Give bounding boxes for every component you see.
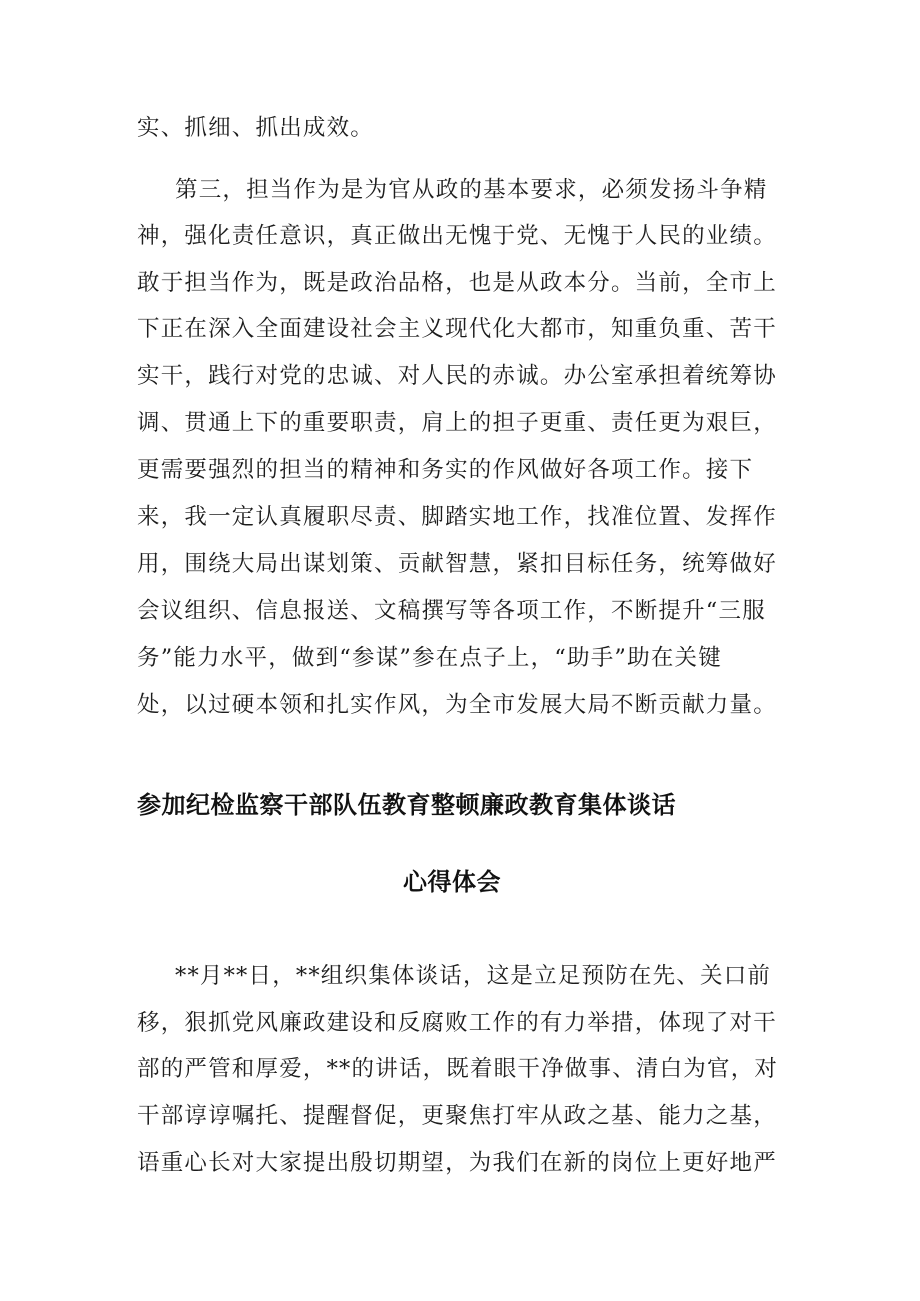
paragraph-line: 语重心长对大家提出殷切期望，为我们在新的岗位上更好地严 [137,1150,777,1176]
article-title-line1: 参加纪检监察干部队伍教育整顿廉政教育集体谈话 [137,791,676,819]
paragraph-line: 移，狠抓党风廉政建设和反腐败工作的有力举措，体现了对干 [137,1010,777,1036]
paragraph-tail-line: 实、抓细、抓出成效。 [137,115,375,141]
paragraph-line: 干部谆谆嘱托、提醒督促，更聚焦打牢从政之基、能力之基， [137,1103,777,1129]
paragraph-line: 会议组织、信息报送、文稿撰写等各项工作，不断提升“三服 [137,598,766,624]
paragraph-line: 处，以过硬本领和扎实作风，为全市发展大局不断贡献力量。 [137,692,777,718]
paragraph-line: 来，我一定认真履职尽责、脚踏实地工作，找准位置、发挥作 [137,504,777,530]
paragraph-line: 神，强化责任意识，真正做出无愧于党、无愧于人民的业绩。 [137,223,777,249]
paragraph-line: 第三，担当作为是为官从政的基本要求，必须发扬斗争精 [175,177,768,203]
article-title-line2: 心得体会 [403,868,501,896]
paragraph-line: 实干，践行对党的忠诚、对人民的赤诚。办公室承担着统筹协 [137,363,777,389]
paragraph-line: 部的严管和厚爱，**的讲话，既着眼干净做事、清白为官，对 [137,1056,779,1082]
paragraph-line: 下正在深入全面建设社会主义现代化大都市，知重负重、苦干 [137,316,777,342]
paragraph-line: 敢于担当作为，既是政治品格，也是从政本分。当前，全市上 [137,270,777,296]
paragraph-line: 用，围绕大局出谋划策、贡献智慧，紧扣目标任务，统筹做好 [137,551,777,577]
paragraph-line: 更需要强烈的担当的精神和务实的作风做好各项工作。接下 [137,457,754,483]
paragraph-line: 务”能力水平，做到“参谋”参在点子上，“助手”助在关键 [137,645,722,671]
paragraph-line: 调、贯通上下的重要职责，肩上的担子更重、责任更为艰巨， [137,410,777,436]
paragraph-line: **月**日，**组织集体谈话，这是立足预防在先、关口前 [175,963,772,989]
